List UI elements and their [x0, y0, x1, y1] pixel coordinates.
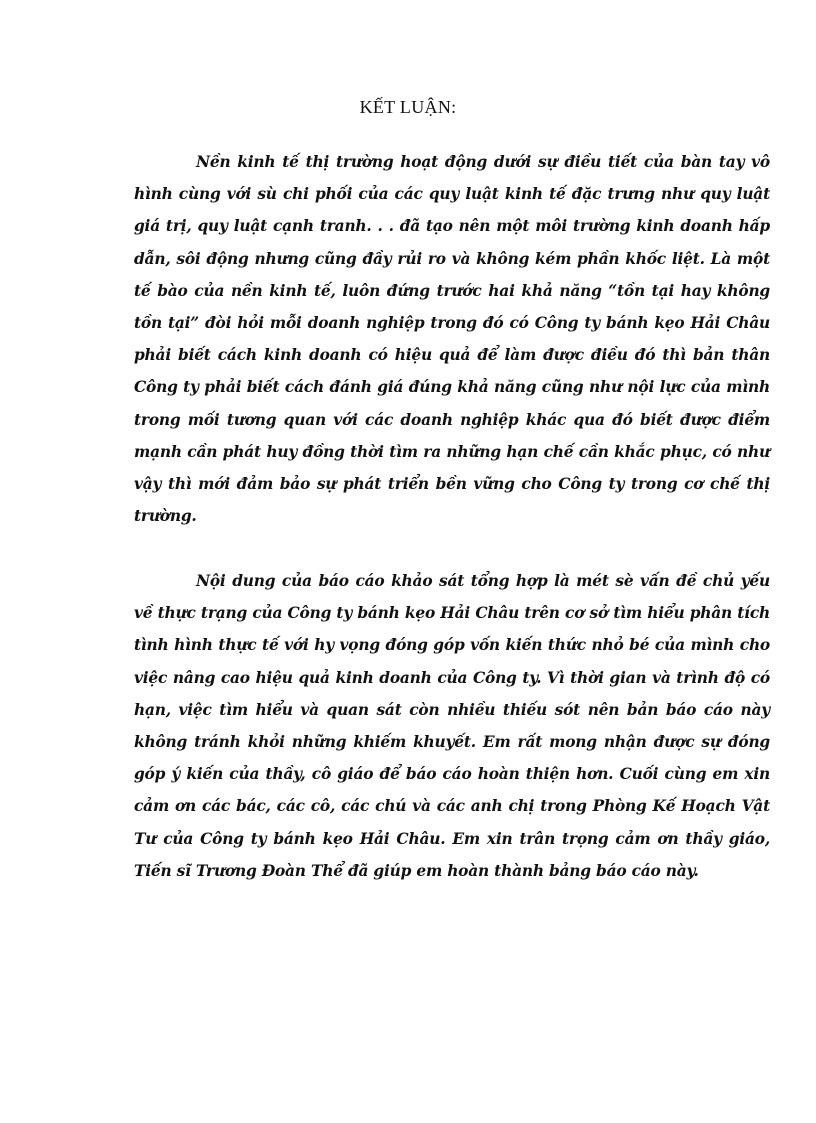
page-title: KẾT LUẬN: [359, 97, 457, 117]
paragraph-1: Nền kinh tế thị trường hoạt động dưới sự điều tiết của bàn tay vô hình cùng với sù chi phối của các quy luật kinh tế đặc trưng như quy luật giá trị, quy luật cạnh tranh. . . đã tạo nên một môi trường kinh doanh hấp dẫn, sôi động nhưng cũng đầy rủi ro và không kém phần khốc liệt. Là một tế bào của nền kinh tế, luôn đứng trước hai khả năng “tồn tại hay không tồn tại” đòi hỏi mỗi doanh nghiệp trong đó có Công ty bánh kẹo Hải Châu phải biết cách kinh doanh có hiệu quả để làm được điều đó thì bản thân Công ty phải biết cách đánh giá đúng khả năng cũng như nội lực của mình trong mối tương quan với các doanh nghiệp khác qua đó biết được điểm mạnh cần phát huy đồng thời tìm ra những hạn chế cần khắc phục, có như vậy thì mới đảm bảo sự phát triển bền vững cho Công ty trong cơ chế thị trường. [134, 153, 770, 526]
paragraph-2: Nội dung của báo cáo khảo sát tổng hợp là mét sè vấn đề chủ yếu về thực trạng của Công ty bánh kẹo Hải Châu trên cơ sở tìm hiểu phân tích tình hình thực tế với hy vọng đóng góp vốn kiến thức nhỏ bé của mình cho việc nâng cao hiệu quả kinh doanh của Công ty. Vì thời gian và trình độ có hạn, việc tìm hiểu và quan sát còn nhiều thiếu sót nên bản báo cáo này không tránh khỏi những khiếm khuyết. Em rất mong nhận được sự đóng góp ý kiến của thầy, cô giáo để báo cáo hoàn thiện hơn. Cuối cùng em xin cảm ơn các bác, các cô, các chú và các anh chị trong Phòng Kế Hoạch Vật Tư của Công ty bánh kẹo Hải Châu. Em xin trân trọng cảm ơn thầy giáo, Tiến sĩ Trương Đoàn Thể đã giúp em hoàn thành bảng báo cáo này. [134, 572, 770, 880]
